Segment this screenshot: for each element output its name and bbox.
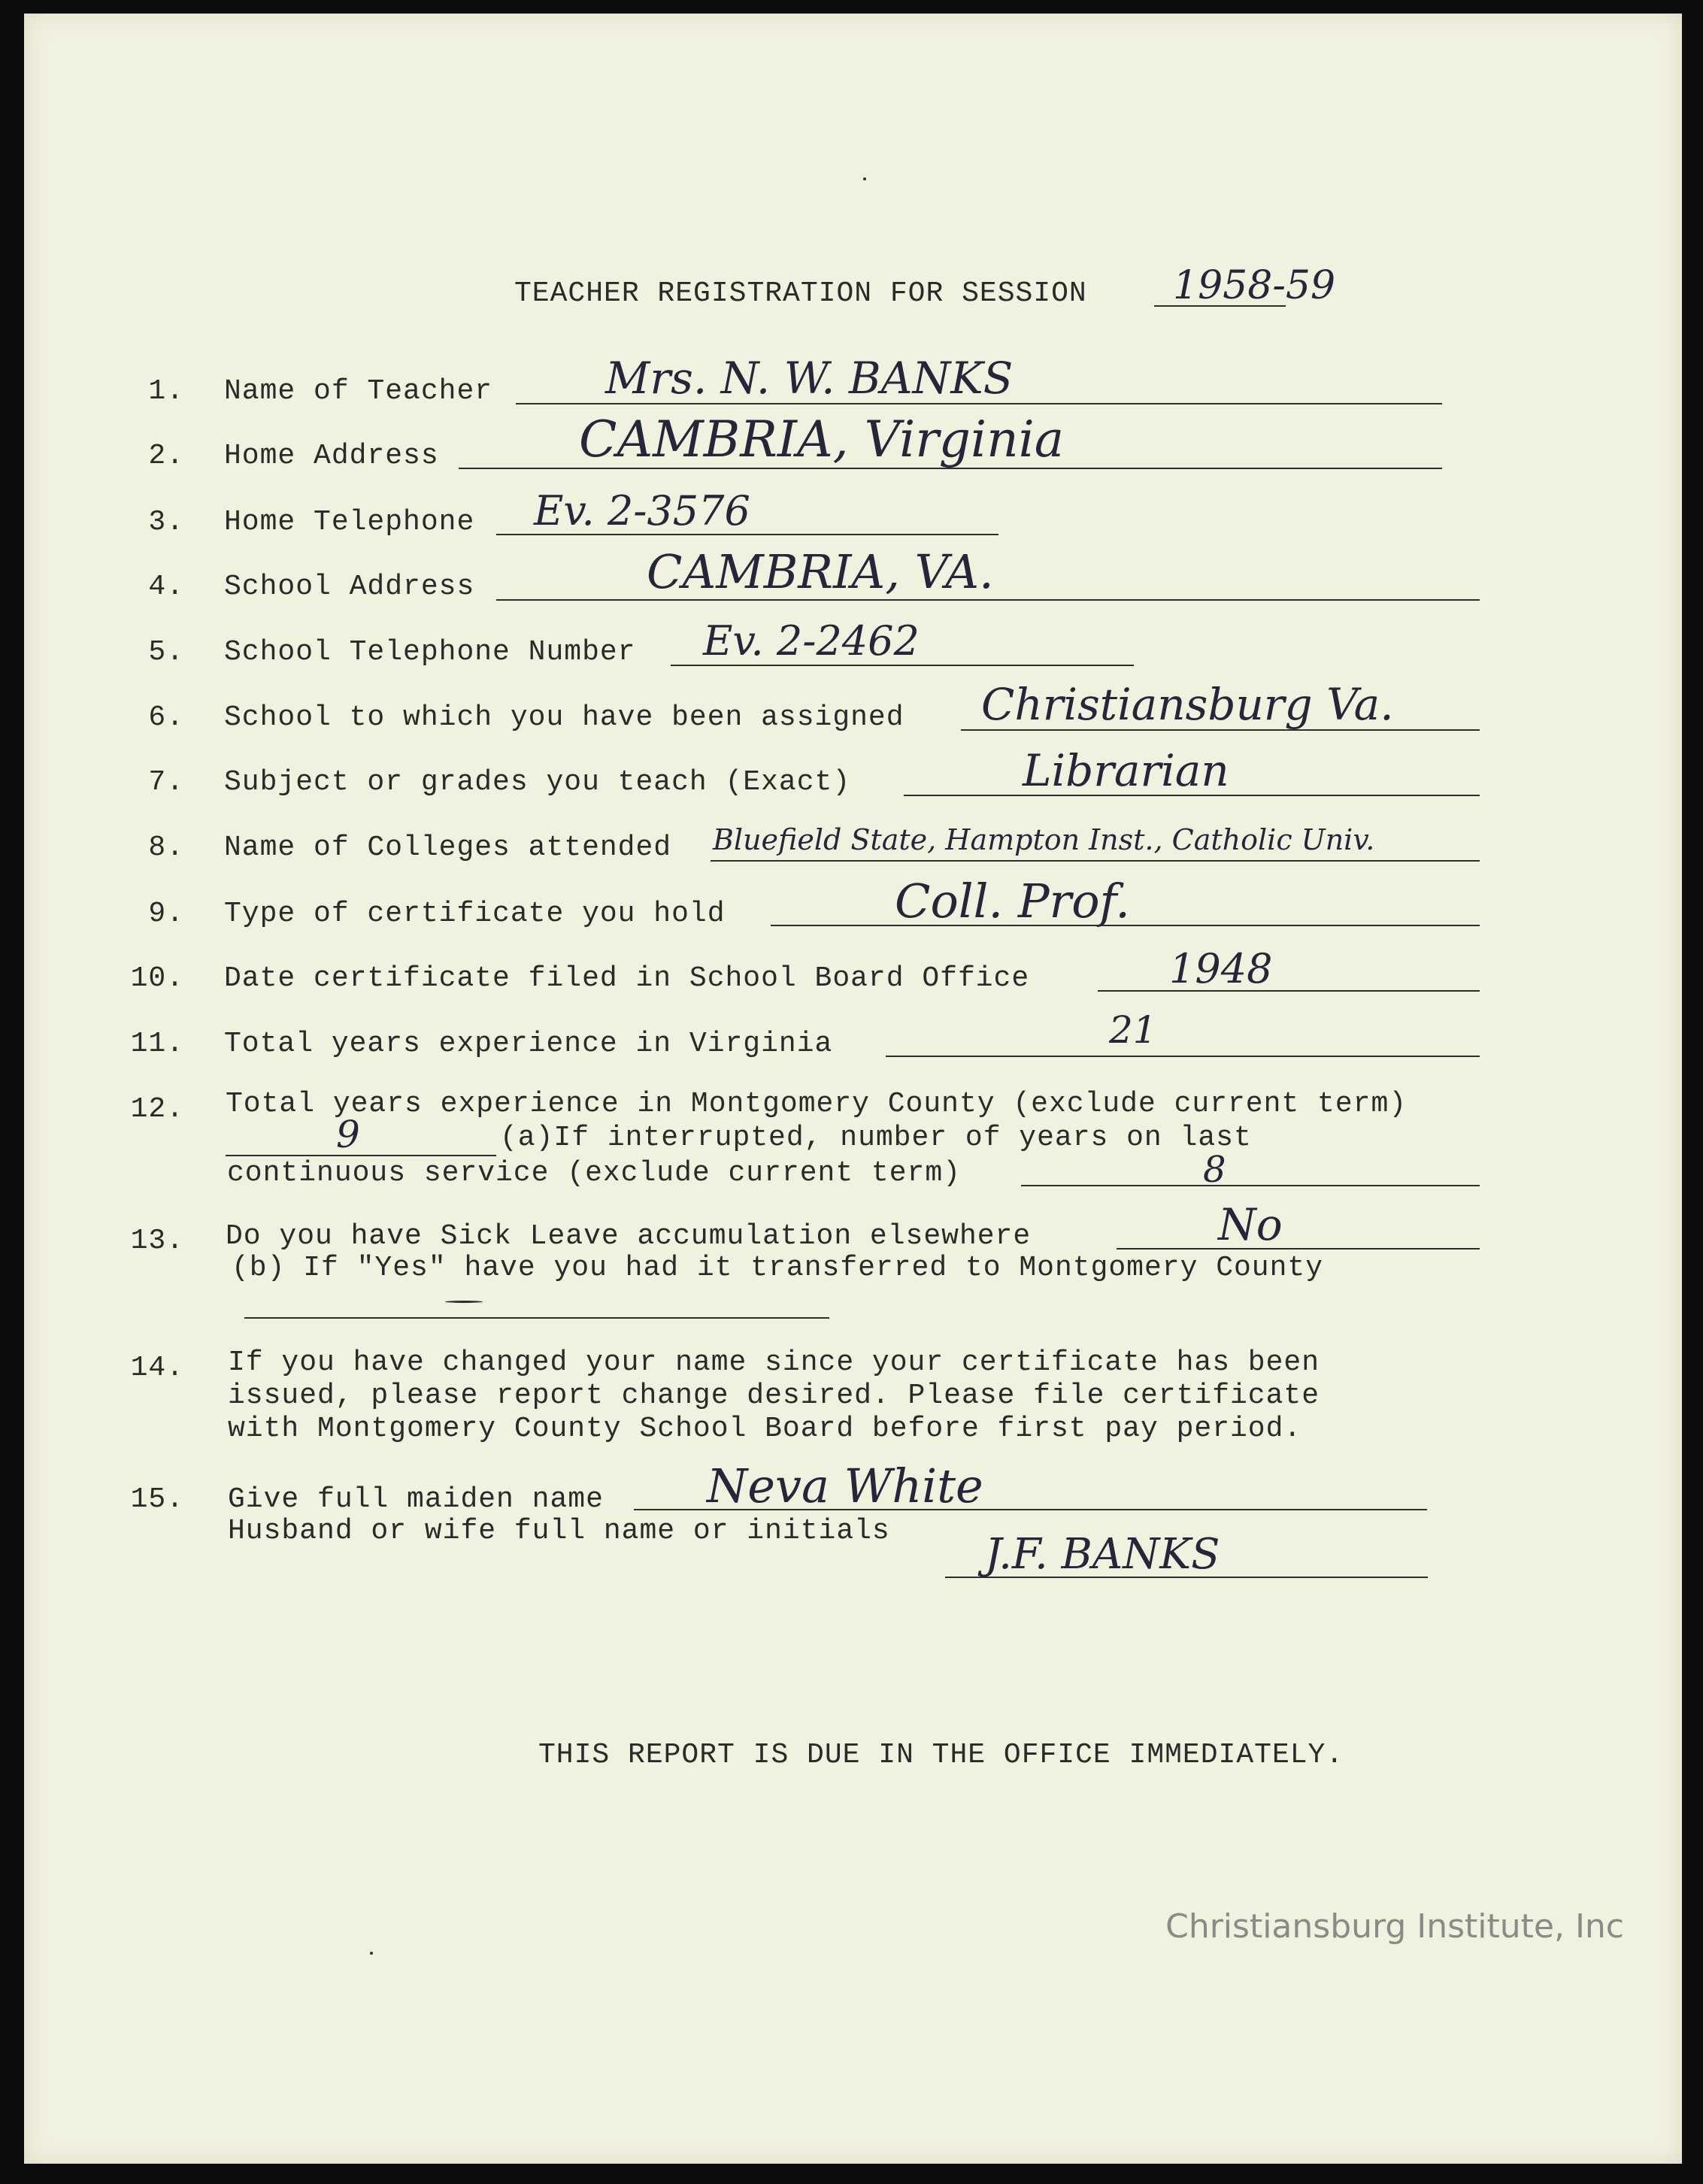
item-label: Type of certificate you hold xyxy=(224,898,726,930)
item-sublabel: (a)If interrupted, number of years on last xyxy=(500,1122,1252,1154)
answer-line xyxy=(244,1317,829,1319)
sick-leave-value: No xyxy=(1218,1199,1283,1250)
item-label: Subject or grades you teach (Exact) xyxy=(224,766,851,798)
answer-line xyxy=(1117,1248,1480,1250)
school-telephone-value: Ev. 2-2462 xyxy=(703,617,920,665)
item-number: 6. xyxy=(148,701,184,734)
spouse-name-value: J.F. BANKS xyxy=(985,1530,1220,1579)
maiden-name-value: Neva White xyxy=(707,1459,983,1513)
form-title: TEACHER REGISTRATION FOR SESSION xyxy=(514,277,1087,310)
item-number: 10. xyxy=(130,962,184,995)
item-label: Name of Colleges attended xyxy=(224,831,672,864)
item-label: School to which you have been assigned xyxy=(224,701,905,734)
answer-line xyxy=(1098,990,1480,992)
answer-line xyxy=(1021,1185,1480,1186)
colleges-value: Bluefield State, Hampton Inst., Catholic Univ. xyxy=(713,823,1375,856)
item-sublabel: continuous service (exclude current term) xyxy=(227,1157,961,1189)
item-text-line: issued, please report change desired. Please file certificate xyxy=(228,1380,1320,1412)
item-label: Home Address xyxy=(224,440,439,472)
session-value: 1958-59 xyxy=(1173,263,1336,308)
item-number: 15. xyxy=(130,1483,184,1516)
paper-speck xyxy=(370,1952,373,1955)
item-number: 1. xyxy=(148,375,184,407)
item-number: 12. xyxy=(130,1093,184,1125)
answer-line xyxy=(711,860,1480,862)
paper-speck xyxy=(863,177,866,180)
item-number: 3. xyxy=(148,506,184,538)
item-number: 2. xyxy=(148,440,184,472)
item-label: Name of Teacher xyxy=(224,375,493,407)
item-label: Husband or wife full name or initials xyxy=(228,1515,890,1547)
virginia-years-value: 21 xyxy=(1109,1008,1157,1052)
item-number: 5. xyxy=(148,636,184,668)
item-label: Total years experience in Montgomery County (exclude current term) xyxy=(226,1088,1408,1120)
assigned-school-value: Christiansburg Va. xyxy=(981,679,1394,730)
answer-line xyxy=(886,1056,1480,1057)
item-number: 14. xyxy=(130,1352,184,1384)
answer-line xyxy=(671,665,1134,666)
answer-line xyxy=(496,599,1480,601)
montgomery-years-value: 9 xyxy=(336,1113,360,1156)
item-label: Do you have Sick Leave accumulation elsewhere xyxy=(226,1220,1032,1253)
item-number: 13. xyxy=(130,1225,184,1257)
item-text-line: If you have changed your name since your certificate has been xyxy=(228,1346,1320,1379)
teacher-name-value: Mrs. N. W. BANKS xyxy=(605,353,1014,404)
item-label: School Telephone Number xyxy=(224,636,636,668)
item-number: 8. xyxy=(148,831,184,864)
item-label: School Address xyxy=(224,571,475,603)
subject-value: Librarian xyxy=(1023,745,1229,796)
item-label: Give full maiden name xyxy=(228,1483,604,1516)
item-label: Date certificate filed in School Board Office xyxy=(224,962,1030,995)
item-label: Home Telephone xyxy=(224,506,475,538)
watermark: Christiansburg Institute, Inc xyxy=(1165,1907,1624,1946)
item-number: 11. xyxy=(130,1028,184,1060)
answer-line xyxy=(226,1155,496,1156)
continuous-service-value: 8 xyxy=(1203,1149,1226,1191)
item-text-line: with Montgomery County School Board before first pay period. xyxy=(228,1413,1302,1445)
certificate-date-value: 1948 xyxy=(1169,945,1273,992)
item-label: Total years experience in Virginia xyxy=(224,1028,833,1060)
item-sublabel: (b) If "Yes" have you had it transferred to Montgomery County xyxy=(232,1252,1324,1284)
school-address-value: CAMBRIA, VA. xyxy=(647,544,994,599)
item-number: 4. xyxy=(148,571,184,603)
item-number: 9. xyxy=(148,898,184,930)
item-number: 7. xyxy=(148,766,184,798)
footer-notice: THIS REPORT IS DUE IN THE OFFICE IMMEDIATELY. xyxy=(538,1739,1344,1771)
home-address-value: CAMBRIA, Virginia xyxy=(579,410,1065,468)
pen-mark xyxy=(445,1301,483,1303)
certificate-type-value: Coll. Prof. xyxy=(895,874,1130,928)
home-telephone-value: Ev. 2-3576 xyxy=(534,487,750,535)
